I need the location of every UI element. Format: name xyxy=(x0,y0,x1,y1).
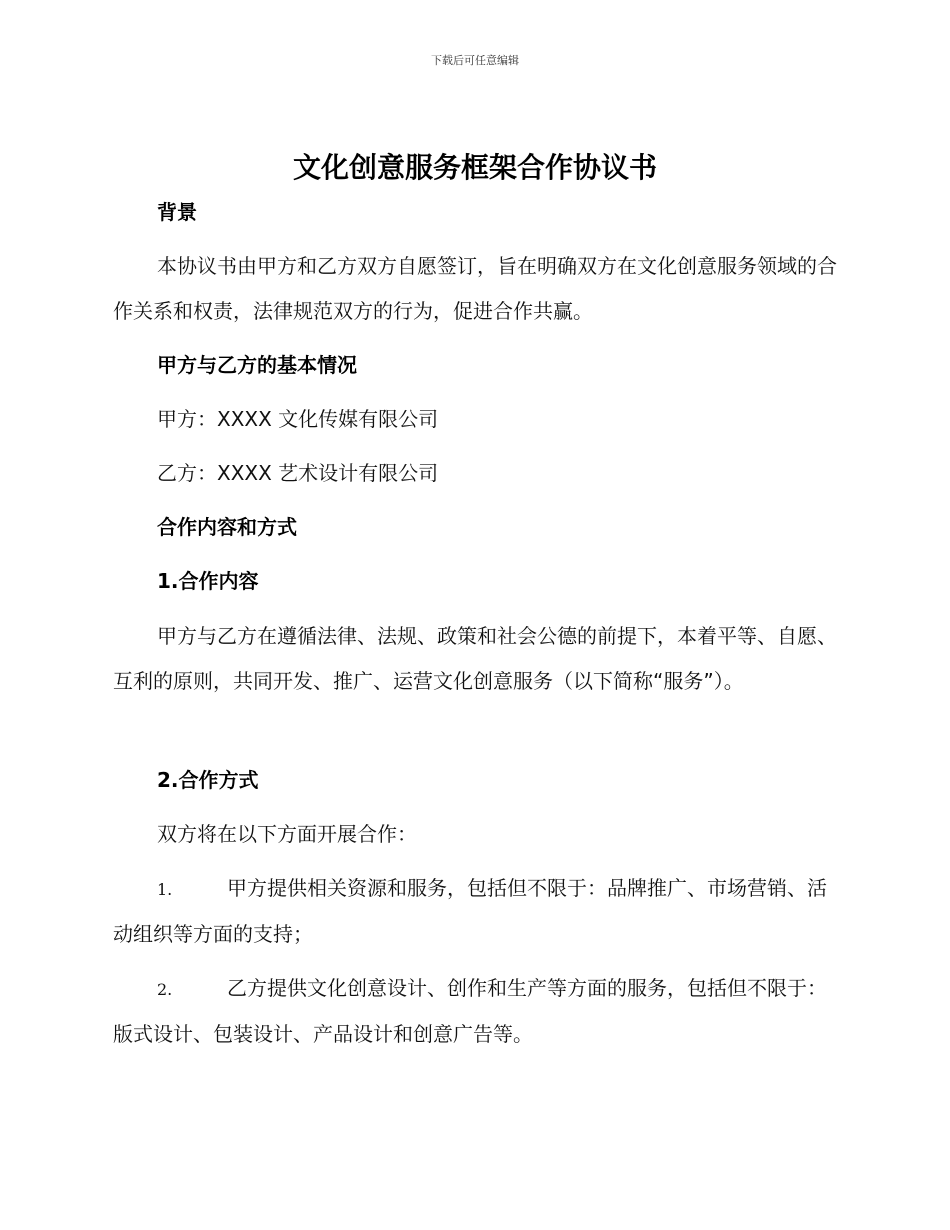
list-number: 2. xyxy=(157,980,173,999)
heading-parties: 甲方与乙方的基本情况 xyxy=(157,353,357,377)
party-a-line: 甲方：XXXX 文化传媒有限公司 xyxy=(157,407,439,431)
list-item xyxy=(113,966,837,1057)
heading-cooperation: 合作内容和方式 xyxy=(157,515,297,539)
heading-background: 背景 xyxy=(157,200,197,224)
paragraph-content: 甲方与乙方在遵循法律、法规、政策和社会公德的前提下，本着平等、自愿、互利的原则，共同开发、推广、运营文化创意服务（以下简称“服务”）。 xyxy=(113,624,837,693)
list-text: 乙方提供文化创意设计、创作和生产等方面的服务，包括但不限于：版式设计、包装设计、产品设计和创意广告等。 xyxy=(113,976,827,1046)
list-number: 1. xyxy=(157,880,173,899)
paragraph-method-intro: 双方将在以下方面开展合作： xyxy=(157,822,417,846)
list-text: 甲方提供相关资源和服务，包括但不限于：品牌推广、市场营销、活动组织等方面的支持； xyxy=(113,876,827,946)
document-title: 文化创意服务框架合作协议书 xyxy=(292,151,657,184)
list-item xyxy=(113,866,837,957)
header-note: 下载后可任意编辑 xyxy=(431,54,519,67)
heading-content: 1.合作内容 xyxy=(157,569,259,593)
paragraph-background: 本协议书由甲方和乙方双方自愿签订，旨在明确双方在文化创意服务领域的合作关系和权责，法律规范双方的行为，促进合作共赢。 xyxy=(113,254,837,323)
heading-method: 2.合作方式 xyxy=(157,768,259,792)
party-b-line: 乙方：XXXX 艺术设计有限公司 xyxy=(157,461,439,485)
